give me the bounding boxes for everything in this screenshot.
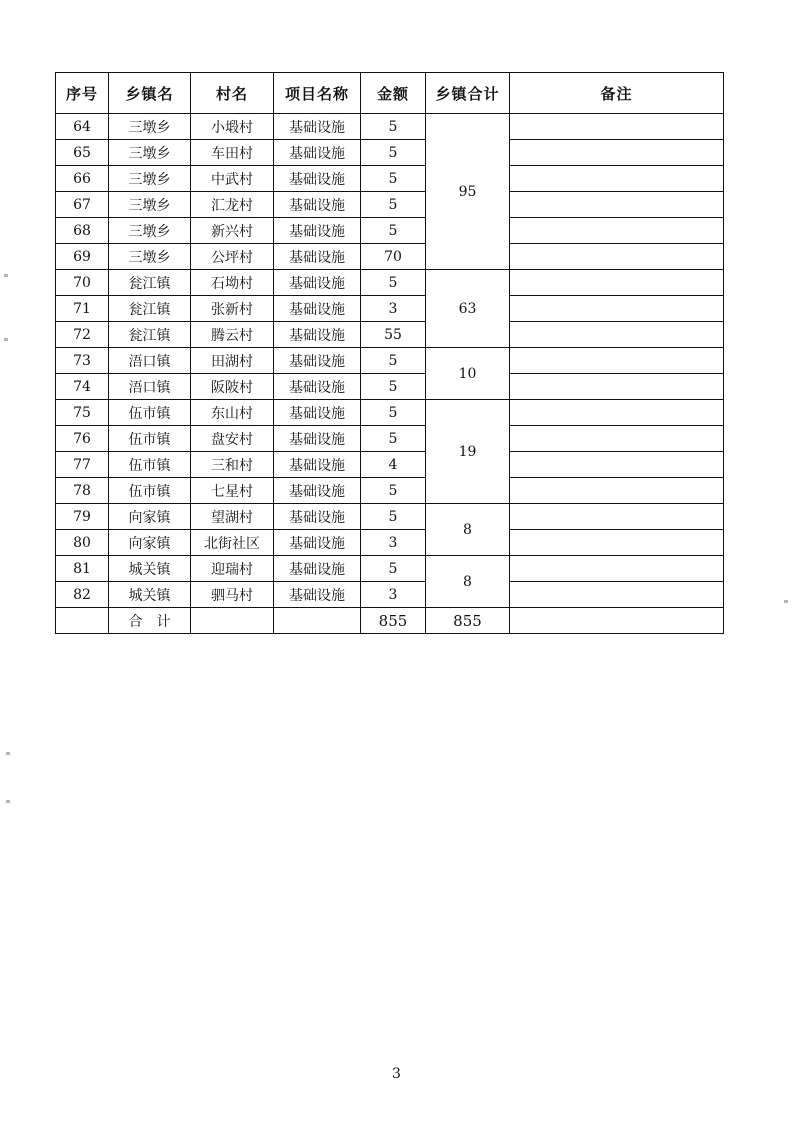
table-row — [56, 556, 724, 582]
cell-project: 基础设施 — [274, 582, 361, 608]
table-body — [56, 114, 724, 634]
cell-village: 腾云村 — [191, 322, 274, 348]
page-number: 3 — [392, 1066, 401, 1082]
total-subtotal: 855 — [426, 608, 510, 634]
header-cell-amount: 金额 — [361, 73, 426, 114]
header-cell-note: 备注 — [510, 73, 724, 114]
cell-village: 三和村 — [191, 452, 274, 478]
cell-town-subtotal: 8 — [426, 504, 510, 556]
cell-no: 75 — [56, 400, 109, 426]
scan-mark — [6, 752, 10, 755]
cell-town: 瓮江镇 — [109, 322, 191, 348]
cell-project: 基础设施 — [274, 374, 361, 400]
cell-amount: 5 — [361, 426, 426, 452]
cell-village: 中武村 — [191, 166, 274, 192]
cell-project: 基础设施 — [274, 478, 361, 504]
cell-note — [510, 478, 724, 504]
cell-amount: 3 — [361, 582, 426, 608]
table-row — [56, 140, 724, 166]
cell-town: 城关镇 — [109, 556, 191, 582]
cell-project: 基础设施 — [274, 270, 361, 296]
cell-no: 71 — [56, 296, 109, 322]
cell-project: 基础设施 — [274, 556, 361, 582]
cell-amount: 4 — [361, 452, 426, 478]
cell-project: 基础设施 — [274, 504, 361, 530]
table-row — [56, 244, 724, 270]
cell-project: 基础设施 — [274, 244, 361, 270]
cell-amount: 5 — [361, 166, 426, 192]
cell-amount: 5 — [361, 556, 426, 582]
cell-amount: 70 — [361, 244, 426, 270]
cell-project: 基础设施 — [274, 296, 361, 322]
cell-no: 78 — [56, 478, 109, 504]
cell-no: 72 — [56, 322, 109, 348]
cell-project: 基础设施 — [274, 400, 361, 426]
cell-town: 浯口镇 — [109, 348, 191, 374]
cell-amount: 3 — [361, 530, 426, 556]
cell-village — [191, 608, 274, 634]
cell-town: 瓮江镇 — [109, 270, 191, 296]
cell-amount: 5 — [361, 192, 426, 218]
table-row — [56, 478, 724, 504]
cell-project: 基础设施 — [274, 348, 361, 374]
table-row — [56, 582, 724, 608]
cell-project — [274, 608, 361, 634]
cell-village: 新兴村 — [191, 218, 274, 244]
cell-no: 68 — [56, 218, 109, 244]
cell-no: 64 — [56, 114, 109, 140]
scan-mark — [784, 600, 788, 603]
cell-no: 66 — [56, 166, 109, 192]
cell-village: 望湖村 — [191, 504, 274, 530]
scan-mark — [4, 274, 8, 277]
cell-village: 七星村 — [191, 478, 274, 504]
cell-note — [510, 348, 724, 374]
cell-no: 70 — [56, 270, 109, 296]
cell-note — [510, 140, 724, 166]
cell-note — [510, 244, 724, 270]
cell-note — [510, 530, 724, 556]
cell-amount: 55 — [361, 322, 426, 348]
cell-project: 基础设施 — [274, 192, 361, 218]
cell-village: 张新村 — [191, 296, 274, 322]
cell-village: 汇龙村 — [191, 192, 274, 218]
table-row — [56, 504, 724, 530]
cell-no: 73 — [56, 348, 109, 374]
cell-town: 城关镇 — [109, 582, 191, 608]
cell-village: 田湖村 — [191, 348, 274, 374]
scan-mark — [4, 338, 8, 341]
cell-town: 瓮江镇 — [109, 296, 191, 322]
cell-project: 基础设施 — [274, 140, 361, 166]
header-cell-village: 村名 — [191, 73, 274, 114]
cell-town-subtotal: 19 — [426, 400, 510, 504]
cell-village: 车田村 — [191, 140, 274, 166]
total-label: 合 计 — [109, 608, 191, 634]
cell-town-subtotal: 95 — [426, 114, 510, 270]
cell-amount: 5 — [361, 218, 426, 244]
table-row — [56, 530, 724, 556]
table-row — [56, 400, 724, 426]
cell-no: 67 — [56, 192, 109, 218]
scan-mark — [6, 800, 10, 803]
table-row — [56, 192, 724, 218]
cell-town: 三墩乡 — [109, 244, 191, 270]
cell-amount: 5 — [361, 140, 426, 166]
funding-table — [55, 72, 724, 634]
cell-town: 伍市镇 — [109, 400, 191, 426]
cell-no: 74 — [56, 374, 109, 400]
cell-note — [510, 192, 724, 218]
total-amount: 855 — [361, 608, 426, 634]
header-cell-town: 乡镇名 — [109, 73, 191, 114]
cell-note — [510, 504, 724, 530]
cell-amount: 5 — [361, 114, 426, 140]
cell-town: 向家镇 — [109, 504, 191, 530]
cell-village: 东山村 — [191, 400, 274, 426]
cell-town-subtotal: 63 — [426, 270, 510, 348]
cell-note — [510, 270, 724, 296]
cell-note — [510, 296, 724, 322]
cell-village: 公坪村 — [191, 244, 274, 270]
cell-note — [510, 400, 724, 426]
header-row — [56, 73, 724, 114]
cell-village: 小塅村 — [191, 114, 274, 140]
cell-amount: 5 — [361, 400, 426, 426]
cell-project: 基础设施 — [274, 426, 361, 452]
cell-amount: 5 — [361, 478, 426, 504]
cell-note — [510, 582, 724, 608]
cell-note — [510, 322, 724, 348]
header-cell-project: 项目名称 — [274, 73, 361, 114]
cell-town: 三墩乡 — [109, 192, 191, 218]
cell-village: 迎瑞村 — [191, 556, 274, 582]
cell-village: 驷马村 — [191, 582, 274, 608]
cell-town: 三墩乡 — [109, 114, 191, 140]
header-cell-town-subtotal: 乡镇合计 — [426, 73, 510, 114]
table-row — [56, 374, 724, 400]
cell-village: 石坳村 — [191, 270, 274, 296]
cell-no: 80 — [56, 530, 109, 556]
cell-project: 基础设施 — [274, 218, 361, 244]
cell-note — [510, 166, 724, 192]
cell-amount: 3 — [361, 296, 426, 322]
cell-note — [510, 114, 724, 140]
cell-town: 伍市镇 — [109, 452, 191, 478]
cell-no: 82 — [56, 582, 109, 608]
cell-project: 基础设施 — [274, 322, 361, 348]
cell-no: 76 — [56, 426, 109, 452]
cell-village: 阪陂村 — [191, 374, 274, 400]
cell-no: 77 — [56, 452, 109, 478]
cell-village: 北街社区 — [191, 530, 274, 556]
cell-town-subtotal: 8 — [426, 556, 510, 608]
cell-town: 浯口镇 — [109, 374, 191, 400]
cell-no: 79 — [56, 504, 109, 530]
cell-no: 81 — [56, 556, 109, 582]
table-row — [56, 166, 724, 192]
cell-amount: 5 — [361, 270, 426, 296]
table-row — [56, 270, 724, 296]
cell-project: 基础设施 — [274, 166, 361, 192]
cell-note — [510, 556, 724, 582]
cell-no: 69 — [56, 244, 109, 270]
cell-town: 向家镇 — [109, 530, 191, 556]
table-row — [56, 426, 724, 452]
table-row — [56, 348, 724, 374]
cell-note — [510, 426, 724, 452]
cell-note — [510, 452, 724, 478]
total-row — [56, 608, 724, 634]
table-row — [56, 296, 724, 322]
cell-project: 基础设施 — [274, 114, 361, 140]
cell-project: 基础设施 — [274, 530, 361, 556]
table-row — [56, 218, 724, 244]
cell-town-subtotal: 10 — [426, 348, 510, 400]
cell-amount: 5 — [361, 374, 426, 400]
table-row — [56, 114, 724, 140]
cell-town: 伍市镇 — [109, 478, 191, 504]
cell-note — [510, 608, 724, 634]
cell-town: 三墩乡 — [109, 140, 191, 166]
header-cell-no: 序号 — [56, 73, 109, 114]
cell-amount: 5 — [361, 348, 426, 374]
cell-village: 盘安村 — [191, 426, 274, 452]
cell-note — [510, 218, 724, 244]
cell-town: 伍市镇 — [109, 426, 191, 452]
cell-note — [510, 374, 724, 400]
cell-project: 基础设施 — [274, 452, 361, 478]
cell-amount: 5 — [361, 504, 426, 530]
cell-town: 三墩乡 — [109, 218, 191, 244]
cell-no: 65 — [56, 140, 109, 166]
cell-no — [56, 608, 109, 634]
cell-town: 三墩乡 — [109, 166, 191, 192]
table-row — [56, 322, 724, 348]
table-row — [56, 452, 724, 478]
